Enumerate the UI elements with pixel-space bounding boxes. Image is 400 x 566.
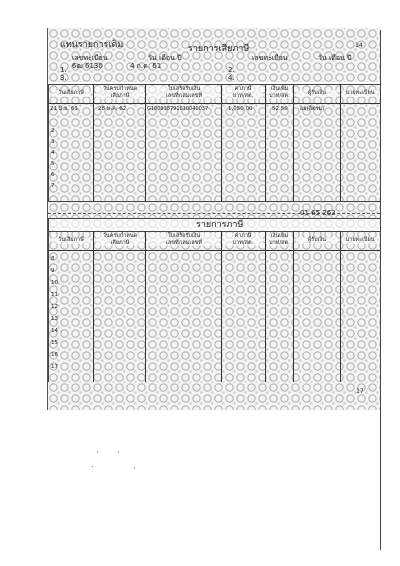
header-title: แทนรายการเดิม (60, 40, 124, 50)
table1-row-number: 7 (51, 183, 55, 189)
table1-header-5: เงินเพิ่ม บาท/สต. (267, 86, 292, 99)
table2-row-number: 11 (51, 292, 58, 298)
table1-header-rule (48, 103, 380, 104)
table1-header-4: ค่าภาษี บาท/สต. (223, 86, 263, 99)
footer-number: 17 (356, 388, 364, 395)
divider-stamp: 01 65 262 (300, 209, 336, 217)
table1-header-1: วันเสียภาษี (52, 90, 90, 97)
page-right-edge (380, 30, 381, 550)
table2-col-rule (221, 231, 222, 382)
reg-value: 6ฒ 6130 (72, 62, 103, 70)
table2-header-4: ค่าภาษี บาท/สต. (223, 233, 263, 246)
table2-header-6: ผู้รับเงิน (296, 237, 338, 244)
table2-row-number: 9 (51, 268, 55, 274)
scan-speck (97, 451, 98, 452)
table2-header-3: ใบเสร็จรับเงิน เลขที่/เล่มเลขที่ (148, 233, 220, 246)
table1-header-3: ใบเสร็จรับเงิน เลขที่/เล่มเลขที่ (148, 86, 220, 99)
line-1: 1. (60, 66, 67, 74)
table2-row-number: 8 (51, 256, 55, 262)
table2-col-rule (93, 231, 94, 382)
table1-col-rule (93, 84, 94, 201)
table2-col-rule (265, 231, 266, 382)
table1-header-7: นายทะเบียน (342, 90, 378, 97)
line-2: 2. (228, 66, 235, 74)
reg-label: เลขทะเบียน (72, 54, 108, 62)
table2-row-number: 17 (51, 364, 58, 370)
footer-band (48, 382, 380, 410)
row1-due-date: 28 ม.ค. 62 (98, 106, 127, 112)
table2-header-1: วันเสียภาษี (52, 237, 90, 244)
page-left-edge (47, 28, 48, 410)
row1-receipt: G180938791610041037 (147, 106, 209, 112)
table2-header-2: วันครบกำหนด เสียภาษี (96, 233, 144, 246)
table1-row-number: 5 (51, 161, 55, 167)
table1-row-number: 6 (51, 172, 55, 178)
table1-row-number: 3 (51, 139, 55, 145)
table2-row-number: 16 (51, 352, 58, 358)
table1-col-rule (340, 84, 341, 201)
table2-col-rule (340, 231, 341, 382)
date-value: 4 ก.ค. 61 (130, 62, 162, 70)
table2-header-5: เงินเพิ่ม บาท/สต. (267, 233, 292, 246)
row1-surcharge: 52.50 (272, 106, 288, 112)
row1-tax: 1,050.00 (228, 106, 253, 112)
table2-title: รายการภาษี (196, 220, 244, 230)
table1-header-6: ผู้รับเงิน (296, 90, 338, 97)
scan-speck (92, 466, 93, 467)
table2-row-number: 14 (51, 328, 58, 334)
table1-col-rule (221, 84, 222, 201)
date-label: วัน เดือน ปี (148, 54, 182, 62)
table1-header-2: วันครบกำหนด เสียภาษี (96, 86, 144, 99)
header-subtitle: รายการเสียภาษี (188, 44, 250, 54)
page-number: 14 (355, 42, 363, 49)
table1-col-rule (265, 84, 266, 201)
table1-row-number: 2 (51, 128, 55, 134)
scan-speck (134, 467, 135, 468)
table2-col-rule (293, 231, 294, 382)
line-3: 3. (60, 74, 67, 82)
row1-receiver: อย(ลิตรม) (300, 106, 325, 112)
table2-row-number: 12 (51, 304, 58, 310)
table2-col-rule (145, 231, 146, 382)
scan-speck (118, 452, 119, 453)
table2-header-7: นายทะเบียน (342, 237, 378, 244)
table2-header-rule (48, 250, 380, 251)
table2-frame (48, 231, 381, 383)
table1-frame (48, 84, 381, 202)
table2-row-number: 13 (51, 316, 58, 322)
reg-label-2: เลขทะเบียน (252, 54, 288, 62)
table1-row-number: 4 (51, 150, 55, 156)
table1-col-rule (145, 84, 146, 201)
row1-paid-date: 21 มิ.ย. 61 (50, 106, 78, 112)
table1-col-rule (293, 84, 294, 201)
table2-row-number: 15 (51, 340, 58, 346)
line-4: 4. (228, 74, 235, 82)
table2-row-number: 10 (51, 280, 58, 286)
date-label-2: วัน เดือน ปี (318, 54, 352, 62)
